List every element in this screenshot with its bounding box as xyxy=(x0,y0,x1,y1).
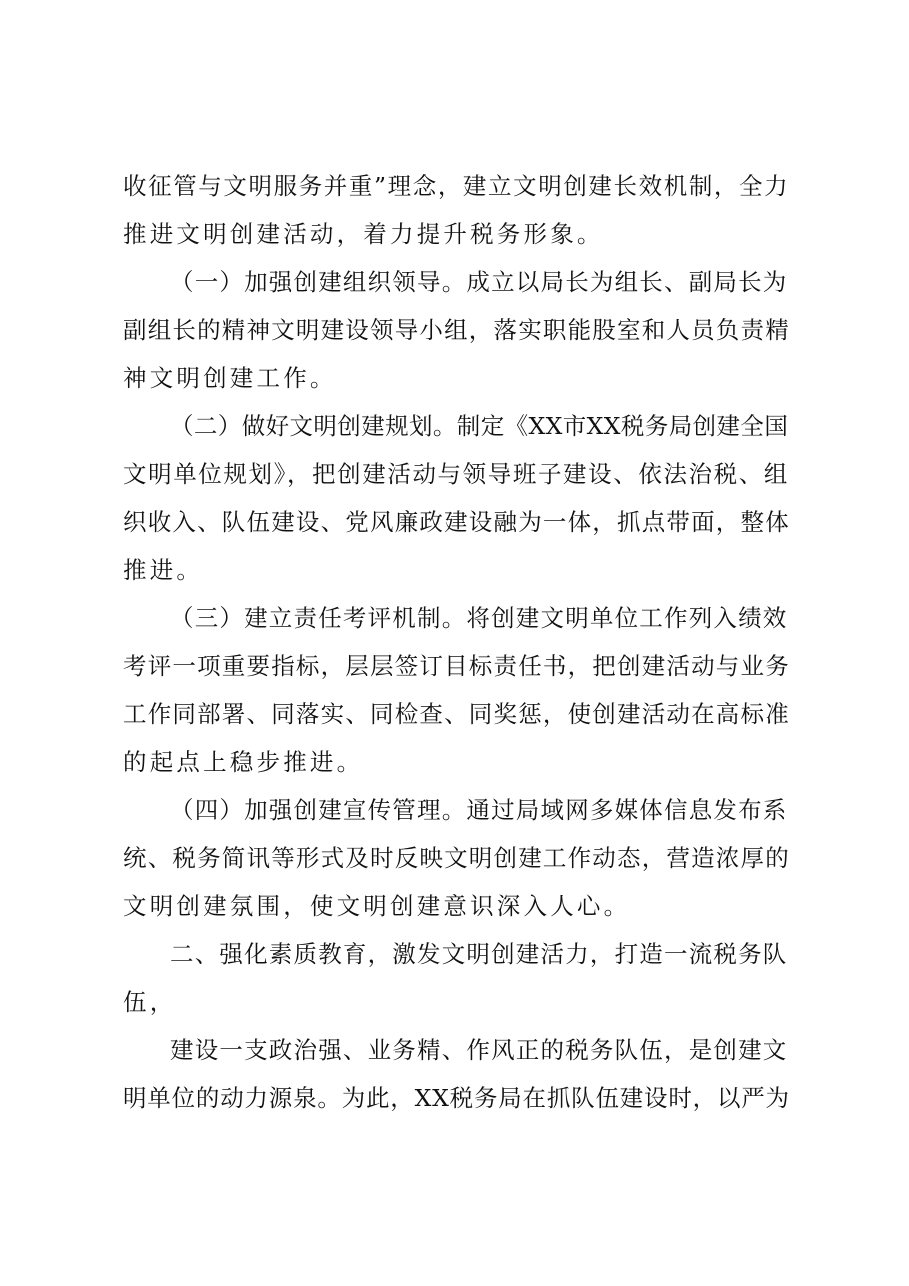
text-line: 神文明创建工作。 xyxy=(123,364,337,392)
text-line: 统、税务简讯等形式及时反映文明创建工作动态，营造浓厚的 xyxy=(123,844,790,872)
text-line: 文明单位规划》，把创建活动与领导班子建设、依法治税、组 xyxy=(123,460,789,488)
text-line: 明单位的动力源泉。为此，XX税务局在抓队伍建设时，以严为 xyxy=(123,1084,790,1112)
text-line: 副组长的精神文明建设领导小组，落实职能股室和人员负责精 xyxy=(123,316,790,344)
text-line: 织收入、队伍建设、党风廉政建设融为一体，抓点带面，整体 xyxy=(123,508,790,536)
paragraph-start-line: （四）加强创建宣传管理。通过局域网多媒体信息发布系 xyxy=(170,796,788,824)
text-line: 工作同部署、同落实、同检查、同奖惩，使创建活动在高标准 xyxy=(123,700,790,728)
paragraph-start-line: （一）加强创建组织领导。成立以局长为组长、副局长为 xyxy=(170,268,788,296)
paragraph-start-line: 建设一支政治强、业务精、作风正的税务队伍，是创建文 xyxy=(170,1036,788,1064)
text-line: 的起点上稳步推进。 xyxy=(123,748,364,776)
section-heading-line: 二、强化素质教育，激发文明创建活力，打造一流税务队 xyxy=(170,940,788,968)
paragraph-start-line: （二）做好文明创建规划。制定《XX市XX税务局创建全国 xyxy=(170,412,789,440)
text-line: 考评一项重要指标，层层签订目标责任书，把创建活动与业务 xyxy=(123,652,790,680)
text-line: 收征管与文明服务并重”理念，建立文明创建长效机制，全力 xyxy=(123,172,790,200)
paragraph-start-line: （三）建立责任考评机制。将创建文明单位工作列入绩效 xyxy=(170,604,788,632)
text-line: 伍， xyxy=(123,988,177,1016)
text-line: 推进文明创建活动，着力提升税务形象。 xyxy=(123,220,604,248)
text-line: 推进。 xyxy=(123,556,204,584)
text-line: 文明创建氛围，使文明创建意识深入人心。 xyxy=(123,892,631,920)
